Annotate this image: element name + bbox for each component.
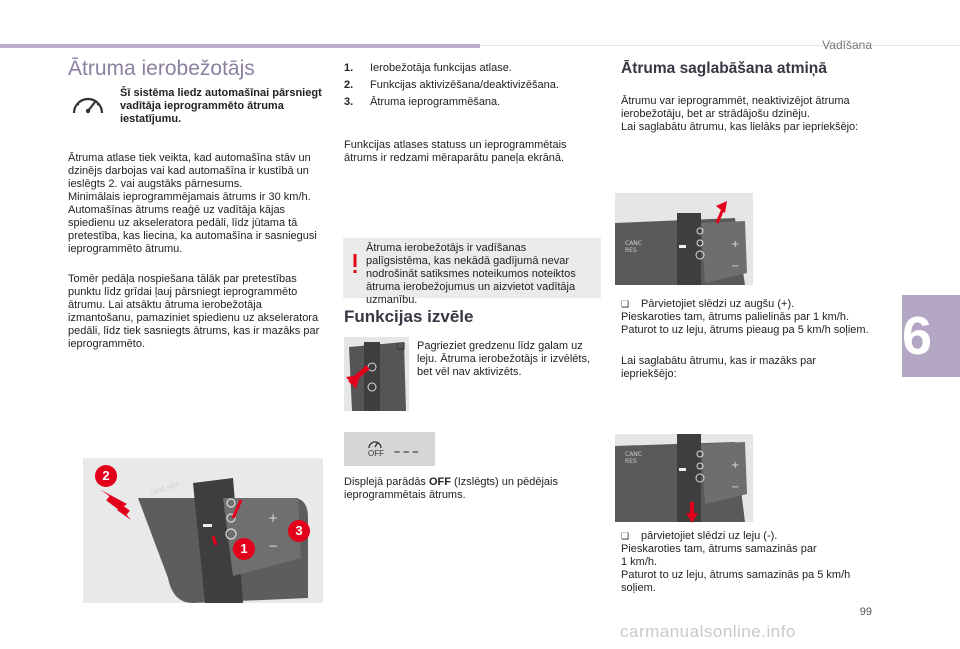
display-off-indicator — [344, 432, 435, 466]
off-label: OFF — [368, 449, 384, 458]
stalk-image-down — [615, 434, 753, 522]
page-title: Ātruma ierobežotājs — [68, 57, 255, 80]
down-text: Pieskaroties tam, ātrums samazinās par 1 km/h. Paturot to uz leju, ātrums samazinās pa 5 km/h soļiem. — [621, 543, 851, 594]
callout-2: 2 — [95, 465, 117, 487]
list-item: 3. Ātruma ieprogrammēšana. — [344, 96, 501, 108]
bullet-icon: ❑ — [621, 531, 630, 541]
stalk-down-illustration — [615, 434, 753, 522]
section-title-function: Funkcijas izvēle — [344, 307, 474, 326]
svg-text:CANC: CANC — [625, 451, 642, 458]
down-arrow-icon — [686, 502, 698, 524]
list-item: 1. Ierobežotāja funkcijas atlase. — [344, 62, 512, 74]
svg-text:RES: RES — [625, 247, 637, 254]
column-function — [344, 62, 602, 165]
speedometer-icon — [367, 436, 383, 450]
warning-text: Šī sistēma liedz automašīnai pārsniegt vadītāja ieprogrammēto ātruma iestatījumu. — [120, 87, 322, 125]
stalk-up-illustration — [615, 193, 753, 285]
list-item: 2. Funkcijas aktivizēšana/deaktivizēšana. — [344, 79, 559, 91]
down-instruction: ❑ pārvietojiet slēdzi uz leju (-). Pieskaroties tam, ātrums samazinās par 1 km/h. Paturot to uz leju, ātrums samazinās pa 5 km/h soļiem. — [621, 530, 883, 595]
watermark: carmanualsonline.info — [620, 622, 796, 641]
paragraph-selection: Ātruma atlase tiek veikta, kad automašīna stāv un dzinējs darbojas vai kad automašīna ir kustībā un ieslēgts 2. vai augstāks pārnesums. Minimālais ieprogrammējamais ātrums ir 30 km/h. Automašīnas ātrums reaģē uz vadītāja kājas spiedienu uz akseleratora pedāli, līdz jūtama tā pretestība, kas liecina, ka automašīna ir sasniegusi ieprogrammēto ātrumu. — [68, 152, 317, 255]
stalk-label: CANC RES — [148, 482, 181, 498]
up-text: Pieskaroties tam, ātrums palielinās par 1 km/h. Paturot to uz leju, ātrums pieaug pa 5 km/h soļiem. — [621, 311, 869, 336]
svg-text:−: − — [731, 482, 740, 493]
display-text: Displejā parādās OFF (Izslēgts) un pēdējais ieprogrammētais ātrums. — [344, 476, 558, 501]
svg-text:+: + — [731, 460, 740, 471]
stalk-image-main — [83, 458, 323, 603]
memory-intro: Ātrumu var ieprogrammēt, neaktivizējot ātruma ierobežotāju, bet ar strādājošu dzinēju. Lai saglabātu ātrumu, kas lielāks par iepriekšējo: — [621, 95, 859, 133]
status-text: Funkcijas atlases statuss un ieprogrammētais ātrums ir redzami mēraparātu paneļa ekrānā. — [344, 139, 567, 164]
section-name: Vadīšana — [822, 38, 872, 52]
select-instruction: ❑ Pagrieziet gredzenu līdz galam uz leju. Ātruma ierobežotājs ir izvēlēts, bet vēl nav aktivizēts. — [397, 340, 591, 378]
cruise-stalk-illustration — [83, 458, 323, 603]
svg-text:CANC: CANC — [625, 240, 642, 247]
column-speed-limiter — [68, 57, 326, 351]
header-bar — [0, 44, 480, 48]
svg-text:+: + — [268, 511, 279, 525]
page-number: 99 — [859, 606, 872, 618]
svg-text:+: + — [731, 239, 740, 250]
svg-text:−: − — [268, 539, 279, 553]
stalk-image-up — [615, 193, 753, 285]
section-title-memory: Ātruma saglabāšana atmiņā — [621, 60, 827, 77]
svg-text:RES: RES — [625, 458, 637, 465]
exclamation-icon — [351, 254, 359, 274]
warning-note — [68, 89, 326, 126]
alert-text: Ātruma ierobežotājs ir vadīšanas palīgsistēma, kas nekādā gadījumā nevar nodrošināt satiksmes noteikumos noteiktos ātruma ierobežojumus un aizvietot vadītāja uzmanību. — [366, 242, 576, 306]
header-line — [480, 45, 960, 46]
bullet-icon: ❑ — [621, 299, 630, 309]
lower-intro: Lai saglabātu ātrumu, kas ir mazāks par iepriekšējo: — [621, 355, 817, 380]
callout-3: 3 — [288, 520, 310, 542]
chapter-number: 6 — [902, 306, 933, 366]
callout-1: 1 — [233, 538, 255, 560]
numbered-list — [344, 62, 602, 109]
alert-box — [343, 238, 601, 306]
speedometer-warning-icon — [68, 89, 108, 121]
svg-text:−: − — [731, 261, 740, 272]
paragraph-override: Tomēr pedāļa nospiešana tālāk par pretestības punktu līdz grīdai ļauj pārsniegt ieprogrammēto ātrumu. Lai atsāktu ātruma ierobežotāja izmantošanu, pamaziniet spiedienu uz akseleratora pedāli, līdz tiek sasniegts ātrums, kas ir mazāks par ieprogrammēto. — [68, 273, 320, 350]
column-memory — [621, 62, 883, 134]
bullet-icon: ❑ — [397, 341, 406, 351]
off-dashes: – – – — [394, 446, 419, 458]
up-instruction: ❑ Pārvietojiet slēdzi uz augšu (+). Pieskaroties tam, ātrums palielinās par 1 km/h. Paturot to uz leju, ātrums pieaug pa 5 km/h soļiem. Lai saglabātu ātrumu, kas ir mazāks par iepriekšējo: — [621, 298, 883, 381]
